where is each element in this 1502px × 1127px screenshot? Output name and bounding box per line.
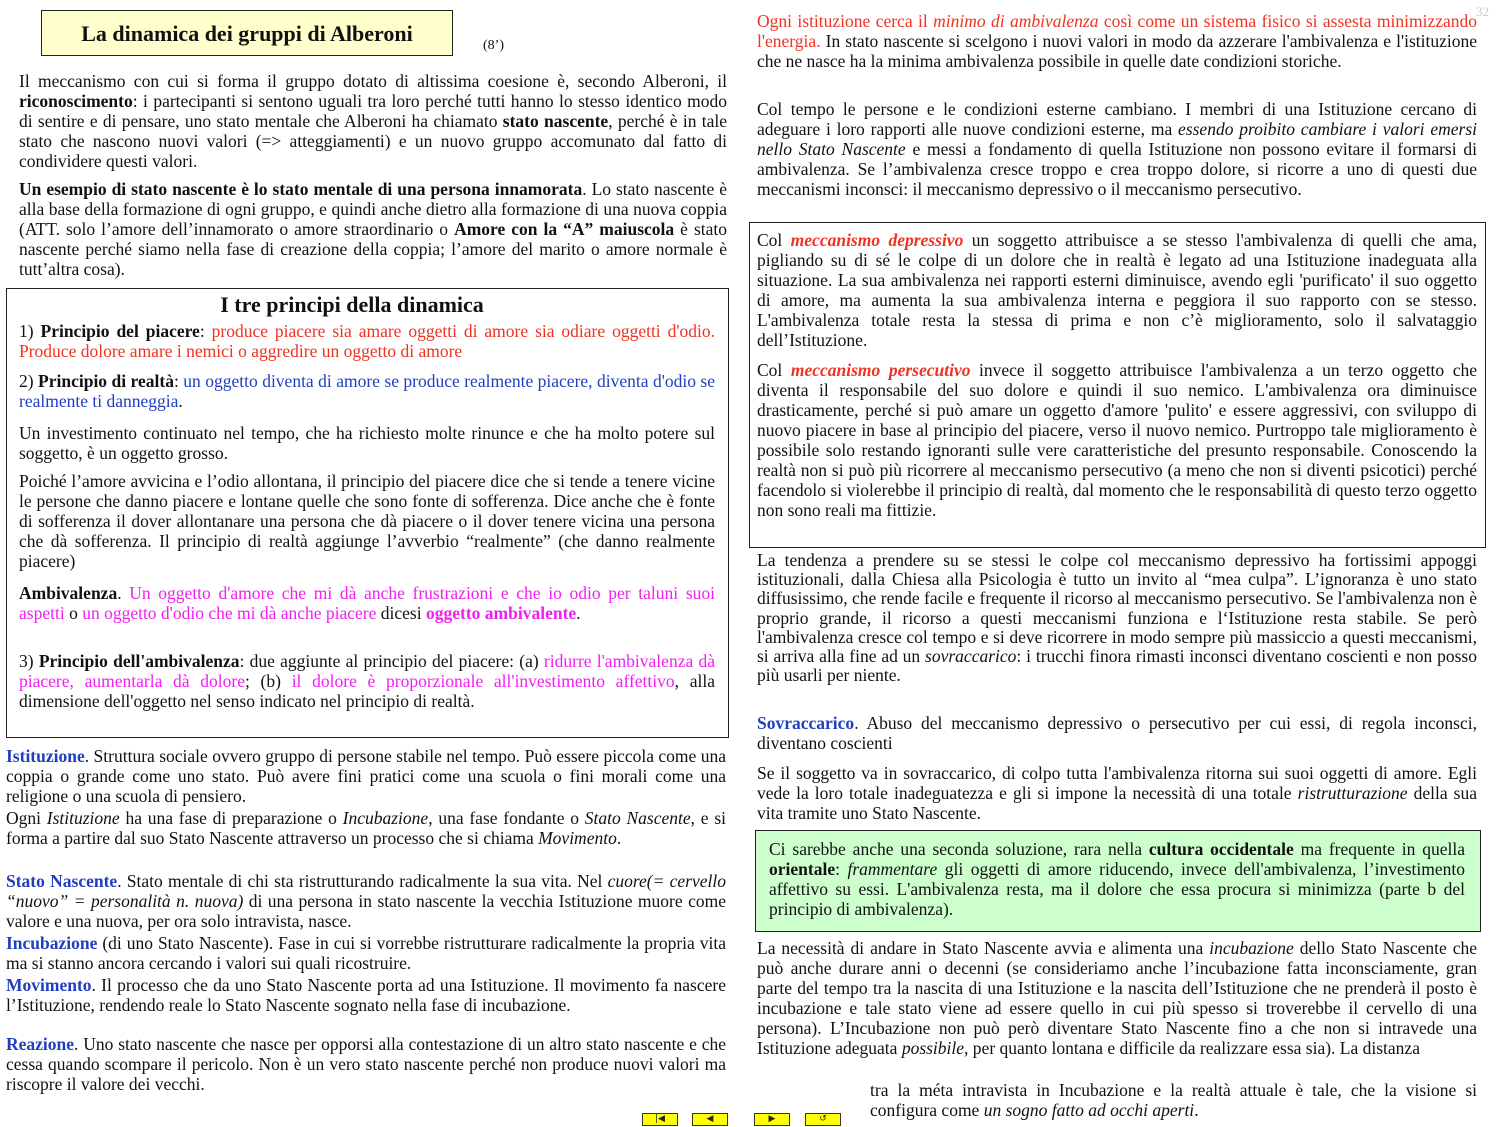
text-run: Amore con la “A” maiuscola xyxy=(454,219,675,239)
text-run: produce piacere sia amare oggetti di amore sia odiare oggetti d'odio. Produce dolore amare i nemici o aggredire un oggetto di amore xyxy=(19,321,715,361)
text-run: : i partecipanti si sentono uguali tra loro perché tutti hanno lo stesso identico modo di sentire e di pensare, uno stato mentale che Alberoni ha chiamato xyxy=(19,91,727,131)
text-run: : xyxy=(835,859,848,879)
text-run: , perché è in tale stato che nascono nuovi valori (=> atteggiamenti) e un nuovo gruppo accomunato dal fatto di condividere questi valori. xyxy=(19,111,727,171)
text-run: ma frequente in quella xyxy=(1293,839,1465,859)
text-run: incubazione xyxy=(1209,938,1294,958)
text-run: è stato nascente perché siamo nella fase di creazione della coppia; l’amore del marito o amore normale è tutt’altra cosa). xyxy=(19,219,727,279)
change-paragraph xyxy=(757,99,1477,199)
text-run: . xyxy=(1194,1100,1199,1120)
text-run: : xyxy=(173,371,184,391)
text-run: Istituzione xyxy=(6,746,85,766)
text-run: gli oggetti di amore riducendo, invece dell'ambivalenza, l’investimento affettivo su essi. L'ambivalenza resta, ma il dolore che essa procura si minimizza (parte b del principio di ambivalenza). xyxy=(769,859,1465,919)
text-run: In stato nascente si scelgono i nuovi valori in modo da azzerare l'ambivalenza e l'istituzione che ne nasce ha la minima ambivalenza possibile in quelle date condizioni storiche. xyxy=(757,31,1477,71)
overload-paragraph xyxy=(757,763,1477,823)
depressive-mechanism xyxy=(757,230,1477,350)
text-run: . Il processo che da uno Stato Nascente porta ad una Istituzione. Il movimento fa nascere l’Istituzione, rendendo reale lo Stato Nascente sognato nella fase di incubazione. xyxy=(6,975,726,1015)
text-run: Col tempo le persone e le condizioni esterne cambiano. I membri di una Istituzione cercano di adeguare i loro rapporti alle nuove condizioni esterne, ma xyxy=(757,99,1477,139)
text-run: : xyxy=(199,321,212,341)
text-run: 3) xyxy=(19,651,39,671)
text-run: un oggetto diventa di amore se produce realmente piacere, diventa d'odio se realmente ti danneggia xyxy=(19,371,716,411)
previous-slide-button[interactable]: ◀ xyxy=(692,1113,728,1126)
text-run: . xyxy=(616,828,622,848)
incubation-paragraph xyxy=(757,938,1477,1058)
duration-note: (8’) xyxy=(483,38,504,53)
text-run: meccanismo persecutivo xyxy=(790,360,971,380)
text-run: : i trucchi finora rimasti inconsci diventano coscienti e non posso più usarli per niente. xyxy=(757,646,1477,686)
minimum-ambivalence-paragraph xyxy=(757,11,1477,71)
text-run: Il meccanismo con cui si forma il gruppo dotato di altissima coesione è, secondo Alberoni, il xyxy=(19,71,727,91)
text-run: oggetto ambivalente xyxy=(425,603,577,623)
text-run: , e si forma a partire dal suo Stato Nascente attraverso un processo che si chiama xyxy=(6,808,726,848)
text-run: . Abuso del meccanismo depressivo o persecutivo per cui essi, di regola inconsci, diventano coscienti xyxy=(757,713,1477,753)
text-run: un soggetto attribuisce a se stesso l'ambivalenza di quelli che ama, pigliando su di sé le colpe di un dolore che in realtà è legato ad una Istituzione inadeguata alla situazione. La sua ambivalenza nei rapporti esterni diminuisce, avendo egli 'purificato' il suo oggetto di amore, ma aumenta la sua ambivalenza interna e peggiora il suo rapporto con se stesso. L'ambivalenza totale resta la stessa di prima e non c’è miglioramento, solo il salvataggio dell’Istituzione. xyxy=(757,230,1477,350)
text-run: , alla dimensione dell'oggetto nel senso indicato nel principio di realtà. xyxy=(19,671,716,711)
text-run: Istituzione xyxy=(46,808,120,828)
text-run: per quanto lontana e difficile da realizzare essa sia). La distanza xyxy=(968,1038,1420,1058)
text-run: il dolore è proporzionale all'investimento affettivo xyxy=(291,671,675,691)
text-run: Ogni istituzione cerca il xyxy=(757,11,934,31)
text-run: o xyxy=(64,603,83,623)
example-paragraph xyxy=(19,179,727,279)
text-run: essendo proibito cambiare i valori emersi nello Stato Nascente xyxy=(757,119,1477,159)
text-run: (di uno Stato Nascente). Fase in cui si vorrebbe ristrutturare radicalmente la propria vita ma si stanno ancora cercando i valori sui quali ricostruire. xyxy=(6,933,726,973)
text-run: cultura occidentale xyxy=(1148,839,1294,859)
second-solution-text xyxy=(769,839,1465,919)
text-run: Col xyxy=(757,360,791,380)
text-run: ; (b) xyxy=(244,671,292,691)
text-run: Incubazione xyxy=(342,808,429,828)
text-run: . xyxy=(117,583,130,603)
text-run: possibile, xyxy=(901,1038,969,1058)
text-run: 1) xyxy=(19,321,41,341)
text-run: : due aggiunte al principio del piacere: (a) xyxy=(239,651,544,671)
definition-sovraccarico xyxy=(757,713,1477,753)
text-run: meccanismo depressivo xyxy=(790,230,964,250)
dream-paragraph xyxy=(870,1080,1477,1120)
text-run: Ogni xyxy=(6,808,47,828)
text-run: Stato Nascente xyxy=(584,808,691,828)
text-run: Stato Nascente xyxy=(6,871,118,891)
pleasure-principle xyxy=(19,321,715,361)
text-run: Col xyxy=(757,230,791,250)
text-run: un sogno fatto ad occhi aperti xyxy=(983,1100,1195,1120)
text-run: Un oggetto d'amore che mi dà anche frustrazioni e che io odio per taluni suoi aspetti xyxy=(19,583,715,623)
text-run: . xyxy=(178,391,183,411)
intro-paragraph xyxy=(19,71,727,171)
definition-reazione xyxy=(6,1034,726,1094)
definition-stato-nascente xyxy=(6,871,726,931)
reality-principle xyxy=(19,371,715,411)
text-run: ridurre l'ambivalenza dà piacere, aumentarla dà dolore xyxy=(19,651,715,691)
text-run: Principio dell'ambivalenza xyxy=(38,651,240,671)
text-run: Ambivalenza xyxy=(19,583,118,603)
page-title: La dinamica dei gruppi di Alberoni xyxy=(41,10,453,56)
text-run: Poiché l’amore avvicina e l’odio allontana, il principio del piacere dice che si tende a tenere vicine le persone che danno piacere e lontane quelle che sono fonte di sofferenza. Dice anche che è fonte di sofferenza il dover allontanare una persona che dà piacere o il dover tenere vicina una persona che dà sofferenza. Il principio di realtà aggiunge l’avverbio “realmente” (che danno realmente piacere) xyxy=(19,471,715,571)
text-run: Movimento xyxy=(538,828,617,848)
text-run: sovraccarico xyxy=(925,646,1017,667)
text-run: Se il soggetto va in sovraccarico, di colpo tutta l'ambivalenza ritorna sui suoi oggetti di amore. Egli vede la loro totale inadeguatezza e gli si impone la necessità di una totale xyxy=(757,763,1477,803)
text-run: un oggetto d'odio che mi dà anche piacere xyxy=(82,603,377,623)
slide-navigation xyxy=(642,1113,842,1127)
text-run: . xyxy=(576,603,581,623)
page-number: 32 xyxy=(1476,4,1489,19)
text-run: ha una fase di preparazione o xyxy=(119,808,343,828)
text-run: frammentare xyxy=(847,859,938,879)
text-run: e messi a fondamento di quella Istituzione non possono evitare il formarsi di ambivalenza. Se l’ambivalenza cresce troppo e crea troppo dolore, si ricorre a uno di questi due meccanismi inconsci: il meccanismo depressivo o il meccanismo persecutivo. xyxy=(757,139,1477,199)
text-run: invece il soggetto attribuisce l'ambivalenza a un terzo oggetto che diventa il responsabile del suo dolore e quindi il suo nemico. L'ambivalenza ora diminuisce drasticamente, perché si può amare un oggetto d'amore 'pulito' e essere aggressivi, con sviluppo di nuovo piacere in base al principio del piacere, verso il nuovo nemico. Purtroppo tale miglioramento è possibile solo restando ignoranti sulle vere caratteristiche del presunto responsabile. Conoscendo la realtà non si può più ricorrere al meccanismo persecutivo (a meno che non si diventi psicotici) perché facendolo si violerebbe il principio di realtà, dal momento che le responsabilità di questo terzo oggetto non sono reali ma fittizie. xyxy=(757,360,1478,520)
text-run: ristrutturazione xyxy=(1297,783,1408,803)
text-run: della sua vita tramite uno Stato Nascente. xyxy=(757,783,1477,823)
second-solution-box xyxy=(755,830,1481,932)
text-run: orientale xyxy=(769,859,836,879)
love-hate-paragraph xyxy=(19,471,715,571)
text-run: cuore(= cervello “nuovo” = personalità n. nuova) xyxy=(6,871,726,911)
text-run: minimo di ambivalenza xyxy=(933,11,1099,31)
tendency-paragraph xyxy=(757,551,1477,685)
ambivalence-definition xyxy=(19,583,715,623)
text-run: Principio del piacere xyxy=(40,321,200,341)
text-run: . Uno stato nascente che nasce per opporsi alla contestazione di un altro stato nascente e che cessa quando scompare il pericolo. Non è un vero stato nascente perché non produce nuovi valori ma riscopre il valore dei vecchi. xyxy=(6,1034,726,1094)
text-run: Un esempio di stato nascente è lo stato mentale di una persona innamorata xyxy=(19,179,583,199)
text-run: 2) xyxy=(19,371,39,391)
text-run: Ci sarebbe anche una seconda soluzione, rara nella xyxy=(769,839,1149,859)
text-run: . Stato mentale di chi sta ristrutturando radicalmente la sua vita. Nel xyxy=(117,871,608,891)
text-run: . Lo stato nascente è alla base della formazione di ogni gruppo, e quindi anche dietro alla formazione di una nuova coppia (ATT. solo l’amore dell’innamorato o amore straordinario o xyxy=(19,179,727,239)
text-run: dello Stato Nascente che può anche durare anni o decenni (se consideriamo anche l’incubazione fatta inconsciamente, gran parte del tempo tra la nascita di una Istituzione e la nascita dell’Istituzione che ne prenderà il posto è incubazione e tale stato viene ad essere quello in cui più spesso si troverebbe il cervello di una persona). L’Incubazione non può però diventare Stato Nascente fino a che non si intravede una Istituzione adeguata xyxy=(757,938,1477,1058)
text-run: Reazione xyxy=(6,1034,75,1054)
text-run: riconoscimento xyxy=(19,91,133,111)
istituzione-phases xyxy=(6,808,726,848)
text-run: La tendenza a prendere su se stessi le colpe col meccanismo depressivo ha fortissimi appoggi istituzionali, dalla Chiesa alla Psicologia è tutto un invito al “mea culpa”. L’ignoranza è uno stato diffusissimo, che rende facile e frequente il ricorso al meccanismo persecutivo. Se l'ambivalenza non è proprio grande, il ricorso a questi meccanismi funziona e l‘Istituzione resta stabile. Se però l'ambivalenza cresce col tempo e si deve ricorrere in modo sempre più massiccio a questi meccanismi, si arriva alla fine ad un xyxy=(757,550,1477,667)
text-run: Incubazione xyxy=(6,933,98,953)
return-button[interactable]: ↺ xyxy=(805,1113,841,1126)
text-run: Sovraccarico xyxy=(757,713,855,733)
text-run: . Struttura sociale ovvero gruppo di persone stabile nel tempo. Può essere piccola come una coppia o grande come uno stato. Può avere fini pratici come una scuola o fini morali come una religione o una scuola di pensiero. xyxy=(6,746,726,806)
ambivalence-principle xyxy=(19,651,715,711)
definition-movimento xyxy=(6,975,726,1015)
text-run: Un investimento continuato nel tempo, che ha richiesto molte rinunce e che ha molto potere sul soggetto, è un oggetto grosso. xyxy=(19,423,715,463)
principles-box xyxy=(6,288,729,738)
definition-istituzione xyxy=(6,746,726,806)
next-slide-button[interactable]: ▶ xyxy=(754,1113,790,1126)
mechanisms-box xyxy=(749,222,1486,548)
first-slide-button[interactable]: |◀ xyxy=(642,1113,678,1126)
principles-title: I tre principi della dinamica xyxy=(220,292,484,317)
definition-incubazione xyxy=(6,933,726,973)
text-run: La necessità di andare in Stato Nascente avvia e alimenta una xyxy=(757,938,1210,958)
text-run: dicesi xyxy=(376,603,426,623)
text-run: Principio di realtà xyxy=(38,371,174,391)
text-run: , una fase fondante o xyxy=(428,808,585,828)
text-run: così come un sistema fisico si assesta minimizzando l'energia. xyxy=(757,11,1478,51)
text-run: Movimento xyxy=(6,975,92,995)
investment-paragraph xyxy=(19,423,715,463)
persecutive-mechanism xyxy=(757,360,1477,520)
text-run: stato nascente xyxy=(502,111,609,131)
text-run: tra la méta intravista in Incubazione e la realtà attuale è tale, che la visione si configura come xyxy=(870,1080,1477,1120)
text-run: di una persona in stato nascente la vecchia Istituzione muore come valore e una nuova, per ora solo intravista, nasce. xyxy=(6,891,726,931)
